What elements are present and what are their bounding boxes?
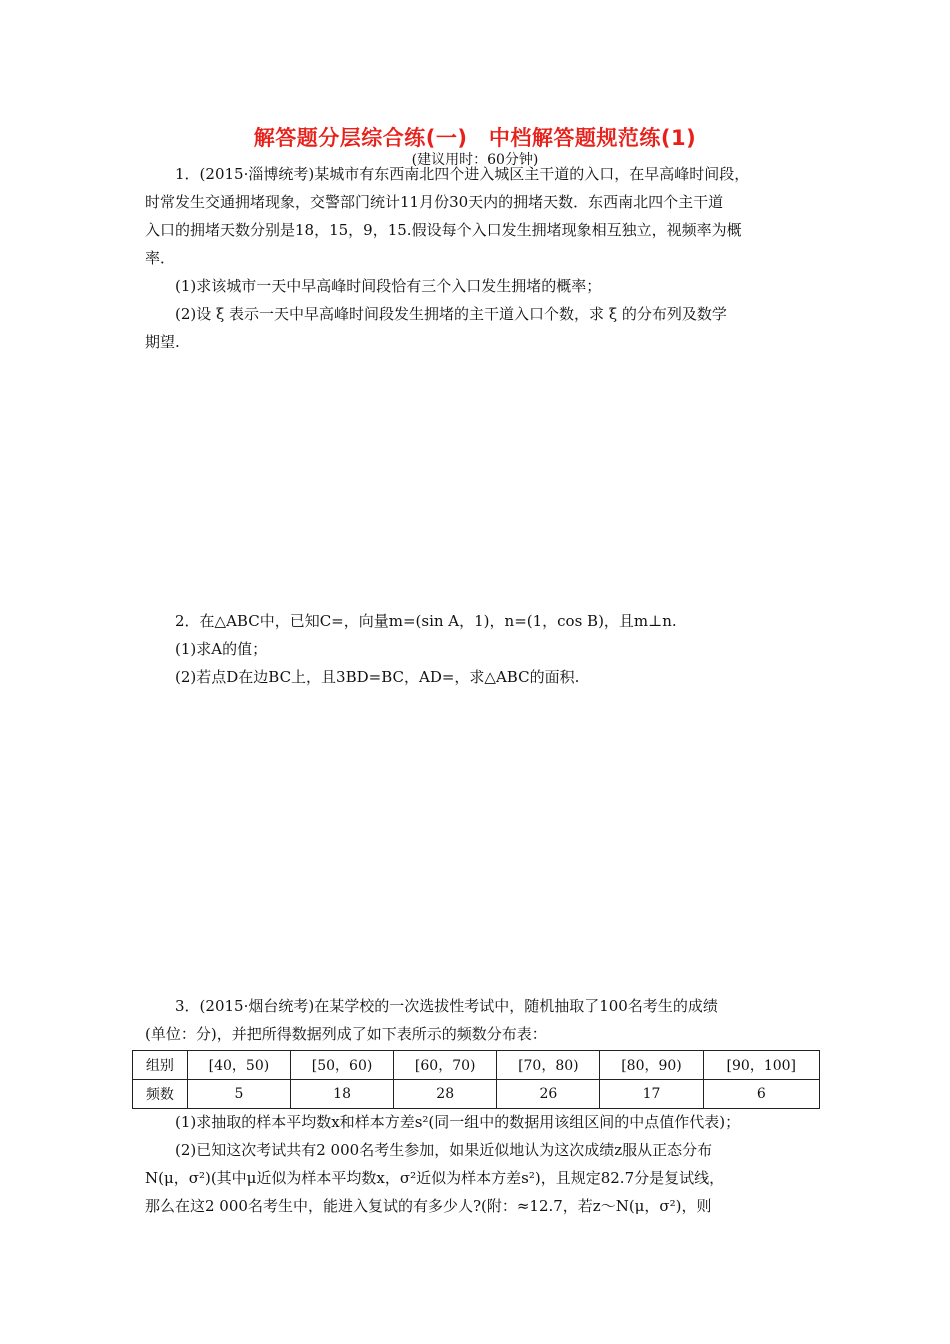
q1-part-2-line-2: 期望. xyxy=(145,333,180,351)
table-cell: [40，50) xyxy=(187,1051,290,1080)
q3-line-2: (单位：分)，并把所得数据列成了如下表所示的频数分布表： xyxy=(145,1025,547,1043)
q1-line-1: 1．(2015·淄博统考)某城市有东西南北四个进入城区主干道的入口，在早高峰时间段， xyxy=(175,165,750,183)
q2-line-1: 2．在△ABC中，已知C=，向量m=(sin A，1)，n=(1，cos B)，且m⊥n. xyxy=(175,612,677,630)
table-cell: 26 xyxy=(497,1080,600,1109)
q1-line-3: 入口的拥堵天数分别是18，15，9，15.假设每个入口发生拥堵现象相互独立，视频率为概 xyxy=(145,221,742,239)
q3-part-2-line-2: N(μ，σ²)(其中μ近似为样本平均数x，σ²近似为样本方差s²)，且规定82.7分是复试线， xyxy=(145,1169,725,1187)
table-cell: 28 xyxy=(394,1080,497,1109)
table-cell: [90，100] xyxy=(703,1051,819,1080)
q3-part-1: (1)求抽取的样本平均数x和样本方差s²(同一组中的数据用该组区间的中点值作代表)； xyxy=(175,1113,741,1131)
table-cell: 组别 xyxy=(133,1051,188,1080)
q3-line-1: 3．(2015·烟台统考)在某学校的一次选拔性考试中，随机抽取了100名考生的成绩 xyxy=(175,997,718,1015)
q3-part-2-line-1: (2)已知这次考试共有2 000名考生参加，如果近似地认为这次成绩z服从正态分布 xyxy=(175,1141,713,1159)
q1-part-1: (1)求该城市一天中早高峰时间段恰有三个入口发生拥堵的概率； xyxy=(175,277,602,295)
table-row xyxy=(133,1051,820,1080)
table-cell: [50，60) xyxy=(291,1051,394,1080)
frequency-table xyxy=(132,1050,820,1109)
q1-line-4: 率． xyxy=(145,249,176,267)
time-suggestion: (建议用时：60分钟) xyxy=(411,152,539,168)
table-cell: 5 xyxy=(187,1080,290,1109)
table-cell: [80，90) xyxy=(600,1051,703,1080)
table-cell: [60，70) xyxy=(394,1051,497,1080)
q2-part-2: (2)若点D在边BC上，且3BD=BC，AD=，求△ABC的面积. xyxy=(175,668,580,686)
table-cell: 18 xyxy=(291,1080,394,1109)
q1-part-2-line-1: (2)设 ξ 表示一天中早高峰时间段发生拥堵的主干道入口个数，求 ξ 的分布列及数学 xyxy=(175,305,727,323)
table-row xyxy=(133,1080,820,1109)
table-cell: 频数 xyxy=(133,1080,188,1109)
table-cell: [70，80) xyxy=(497,1051,600,1080)
page-title: 解答题分层综合练(一) 中档解答题规范练(1) xyxy=(253,126,697,150)
q3-part-2-line-3: 那么在这2 000名考生中，能进入复试的有多少人?(附：≈12.7，若z～N(μ，σ²)，则 xyxy=(145,1197,712,1215)
table-cell: 17 xyxy=(600,1080,703,1109)
q1-line-2: 时常发生交通拥堵现象，交警部门统计11月份30天内的拥堵天数．东西南北四个主干道 xyxy=(145,193,724,211)
table-cell: 6 xyxy=(703,1080,819,1109)
q2-part-1: (1)求A的值； xyxy=(175,640,268,658)
